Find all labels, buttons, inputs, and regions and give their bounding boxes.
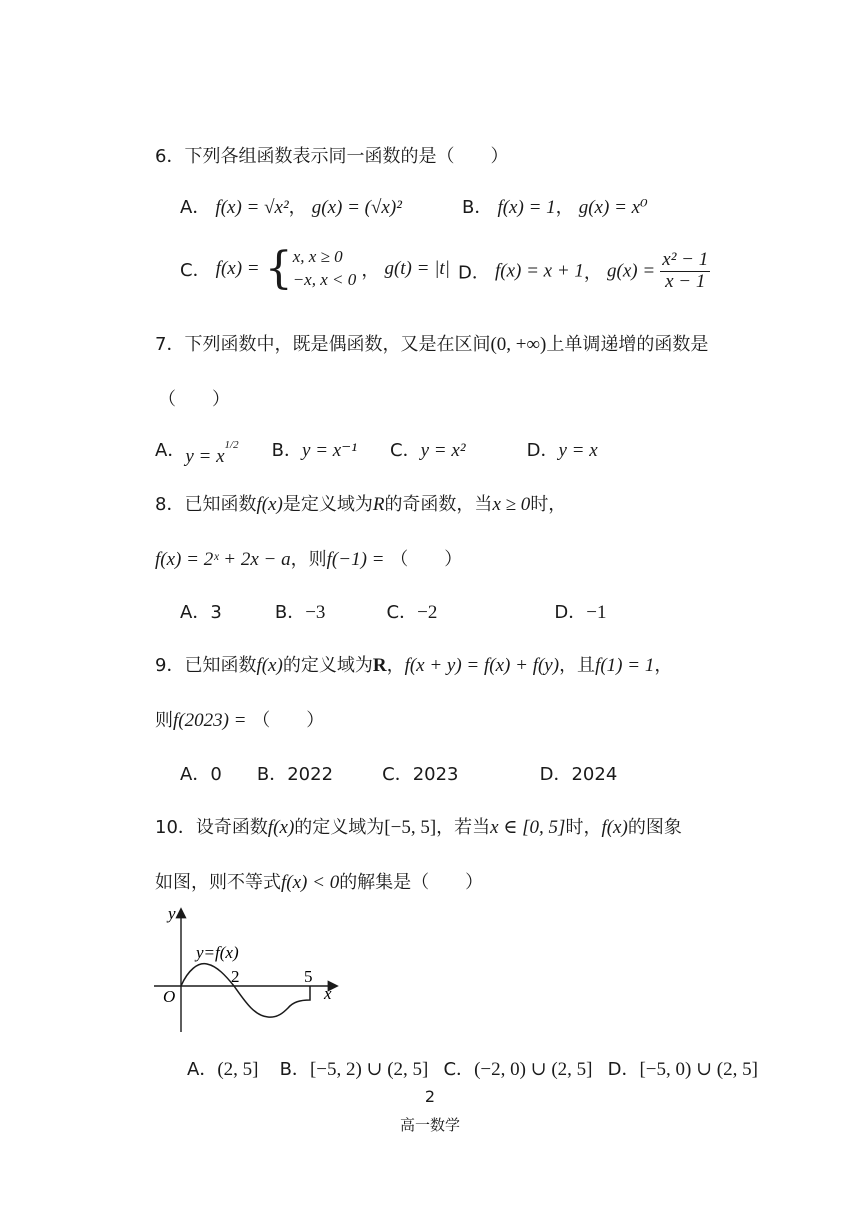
q7-options bbox=[155, 436, 598, 467]
q6-d-sep: ， bbox=[583, 262, 602, 284]
q9-stem bbox=[155, 651, 672, 677]
q6-c-label: C． bbox=[180, 259, 211, 281]
q10-line2-a: 如图，则不等式 bbox=[155, 872, 281, 893]
q6-c-g: g(t) = |t| bbox=[384, 257, 450, 279]
q8-paren: （ ） bbox=[390, 549, 463, 570]
q6-d-label: D． bbox=[458, 262, 490, 284]
q9-option-b: B．2022 bbox=[256, 764, 334, 785]
q6-a-g: g(x) = (√x)² bbox=[311, 197, 402, 218]
q8-cond: x ≥ 0 bbox=[492, 494, 531, 515]
q8-stem bbox=[155, 490, 566, 516]
q10-stem-a: 10．设奇函数 bbox=[155, 817, 268, 838]
q7-c-expr: y = x² bbox=[420, 440, 466, 461]
q10-d-label: D． bbox=[607, 1059, 640, 1080]
q8-b-label: B． bbox=[274, 602, 306, 623]
q9-option-d: D．2024 bbox=[539, 764, 618, 785]
q7-stem bbox=[155, 330, 708, 356]
q10-options bbox=[187, 1055, 758, 1081]
q9-line2 bbox=[155, 706, 324, 732]
q8-option-b: −3 bbox=[305, 602, 326, 623]
q10-cond: x ∈ [0, 5] bbox=[490, 817, 566, 838]
q8-fx: f(x) bbox=[256, 494, 283, 515]
q6-option-d bbox=[458, 250, 710, 293]
q6-a-f: f(x) = √x² bbox=[215, 197, 289, 218]
q7-stem-b: 上单调递增的函数是 bbox=[546, 334, 709, 355]
q6-d-numerator: x² − 1 bbox=[662, 249, 709, 270]
graph-x-label: x bbox=[324, 984, 332, 1003]
subject-label: 高一数学 bbox=[399, 1116, 460, 1134]
q8-r: R bbox=[372, 494, 385, 515]
q9-option-c: C．2023 bbox=[382, 764, 459, 785]
q9-paren: （ ） bbox=[252, 710, 325, 731]
q8-stem-e: ，则 bbox=[290, 549, 327, 570]
q8-option-d: −1 bbox=[586, 602, 607, 623]
q8-d-label: D． bbox=[554, 602, 587, 623]
q9-f1: f(1) = 1 bbox=[595, 655, 655, 676]
q7-c-label: C． bbox=[390, 440, 421, 461]
q7-a-label: A． bbox=[155, 440, 186, 461]
q7-paren: （ ） bbox=[158, 389, 230, 410]
q10-stem-c: ，若当 bbox=[436, 817, 491, 838]
q6-c-case1: x, x ≥ 0 bbox=[292, 247, 343, 266]
graph-tick-5: 5 bbox=[304, 967, 313, 986]
q9-ask: f(2023) = bbox=[173, 710, 247, 731]
q10-stem-d: 时， bbox=[565, 817, 602, 838]
q6-c-sep: ， bbox=[361, 259, 380, 281]
q7-d-expr: y = x bbox=[558, 440, 598, 461]
q6-option-c bbox=[180, 242, 450, 294]
q10-option-b: [−5, 2) ∪ (2, 5] bbox=[309, 1059, 429, 1080]
q10-option-d: [−5, 0) ∪ (2, 5] bbox=[639, 1059, 758, 1080]
q9-eq: f(x + y) = f(x) + f(y) bbox=[404, 655, 560, 676]
graph-origin-label: O bbox=[163, 987, 176, 1006]
q9-stem-c: ，且 bbox=[559, 655, 596, 676]
q10-fx2: f(x) bbox=[601, 817, 628, 838]
q10-b-label: B． bbox=[279, 1059, 310, 1080]
q8-stem-c: 的奇函数，当 bbox=[384, 494, 493, 515]
q6-b-sep: ， bbox=[555, 197, 574, 218]
q6-c-cases bbox=[293, 246, 357, 292]
q6-c-case2: −x, x < 0 bbox=[292, 269, 357, 289]
q8-ask: f(−1) = bbox=[326, 549, 385, 570]
q9-stem-b: 的定义域为 bbox=[282, 655, 373, 676]
q6-option-a bbox=[180, 193, 402, 219]
q10-ineq: f(x) < 0 bbox=[281, 872, 340, 893]
q10-option-a: (2, 5] bbox=[217, 1059, 259, 1080]
q7-b-expr: y = x⁻¹ bbox=[302, 440, 357, 461]
q9-options bbox=[180, 760, 617, 786]
graph-y-label: y bbox=[168, 904, 176, 923]
q6-b-g: g(x) = x⁰ bbox=[578, 197, 648, 218]
q7-d-label: D． bbox=[526, 440, 559, 461]
q9-r: R bbox=[372, 655, 387, 676]
q10-option-c: (−2, 0) ∪ (2, 5] bbox=[474, 1059, 593, 1080]
q10-stem bbox=[155, 813, 682, 839]
q10-fx: f(x) bbox=[267, 817, 295, 838]
q6-c-f: f(x) = bbox=[215, 257, 260, 279]
q8-options bbox=[180, 598, 607, 624]
q8-stem-d: 时， bbox=[530, 494, 567, 515]
q6-b-label: B． bbox=[462, 197, 493, 218]
q10-domain: [−5, 5] bbox=[384, 817, 437, 838]
q8-stem-a: 8．已知函数 bbox=[155, 494, 257, 515]
q9-option-a: A．0 bbox=[180, 764, 222, 785]
q6-d-g: g(x) = bbox=[607, 260, 656, 282]
q8-formula: f(x) = 2ˣ + 2x − a bbox=[155, 549, 291, 570]
q9-sep1: ， bbox=[386, 655, 405, 676]
graph-curve-label: y=f(x) bbox=[196, 943, 239, 962]
curve bbox=[181, 964, 310, 1017]
q9-fx: f(x) bbox=[256, 655, 283, 676]
q8-option-c: −2 bbox=[417, 602, 438, 623]
graph-tick-2: 2 bbox=[231, 967, 240, 986]
q7-interval: (0, +∞) bbox=[490, 334, 547, 355]
q10-stem-e: 的图象 bbox=[627, 817, 682, 838]
q7-a-exponent: 1/2 bbox=[224, 439, 239, 451]
q6-c-brace: { bbox=[264, 242, 293, 294]
q9-end: ， bbox=[654, 655, 673, 676]
q10-graph bbox=[150, 902, 350, 1037]
q6-b-f: f(x) = 1 bbox=[497, 197, 556, 218]
q6-a-sep: ， bbox=[288, 197, 307, 218]
q10-a-label: A． bbox=[187, 1059, 218, 1080]
q7-a-expr: y = x bbox=[185, 446, 225, 467]
q6-d-fraction bbox=[660, 250, 710, 293]
q10-line2 bbox=[155, 868, 483, 894]
q10-stem-b: 的定义域为 bbox=[294, 817, 385, 838]
page-number: 2 bbox=[424, 1087, 436, 1106]
q6-option-b bbox=[462, 193, 648, 219]
q8-line2 bbox=[155, 545, 462, 571]
q7-b-label: B． bbox=[271, 440, 303, 461]
q7-stem-a: 7．下列函数中，既是偶函数，又是在区间 bbox=[155, 334, 491, 355]
q6-d-f: f(x) = x + 1 bbox=[494, 260, 584, 282]
q10-c-label: C． bbox=[443, 1059, 475, 1080]
q9-stem-a: 9．已知函数 bbox=[155, 655, 257, 676]
q8-stem-b: 是定义域为 bbox=[282, 494, 373, 515]
q9-line2-a: 则 bbox=[155, 710, 173, 731]
q8-c-label: C． bbox=[386, 602, 418, 623]
q8-option-a: A．3 bbox=[180, 602, 222, 623]
q6-d-denominator: x − 1 bbox=[665, 270, 706, 292]
q10-line2-b: 的解集是（ ） bbox=[339, 872, 484, 893]
q6-a-label: A． bbox=[180, 197, 211, 218]
q6-stem: 6．下列各组函数表示同一函数的是（ ） bbox=[155, 146, 509, 167]
